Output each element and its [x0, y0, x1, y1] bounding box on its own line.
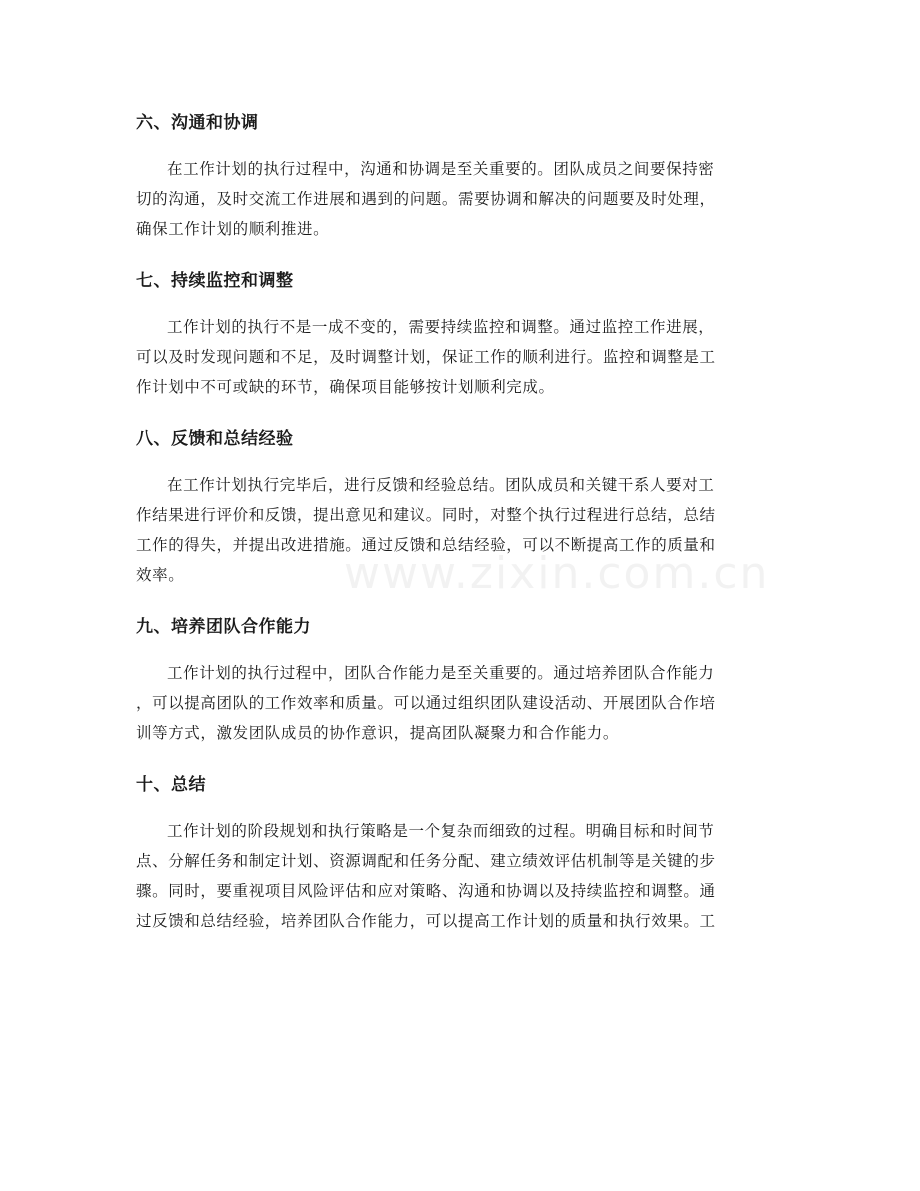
- paragraph-line: 作计划中不可或缺的环节，确保项目能够按计划顺利完成。: [136, 378, 555, 396]
- section-paragraph: [136, 154, 788, 244]
- section-heading: 六、沟通和协调: [136, 113, 259, 133]
- section-feedback: [136, 422, 788, 590]
- watermark: www.zixin.com.cn: [344, 548, 770, 599]
- section-communication: [136, 106, 788, 244]
- section-monitoring: [136, 264, 788, 402]
- section-paragraph: [136, 470, 788, 590]
- section-paragraph: [136, 658, 788, 748]
- section-heading: 七、持续监控和调整: [136, 271, 294, 291]
- paragraph-line: 点、分解任务和制定计划、资源调配和任务分配、建立绩效评估机制等是关键的步: [136, 852, 716, 870]
- paragraph-line: 切的沟通，及时交流工作进展和遇到的问题。需要协调和解决的问题要及时处理，: [136, 190, 716, 208]
- paragraph-line: 骤。同时，要重视项目风险评估和应对策略、沟通和协调以及持续监控和调整。通: [136, 882, 716, 900]
- section-summary: [136, 768, 788, 936]
- section-teamwork: [136, 610, 788, 748]
- paragraph-line: ，可以提高团队的工作效率和质量。可以通过组织团队建设活动、开展团队合作培: [136, 694, 716, 712]
- paragraph-line: 工作计划的执行不是一成不变的，需要持续监控和调整。通过监控工作进展，: [167, 318, 715, 336]
- paragraph-line: 过反馈和总结经验，培养团队合作能力，可以提高工作计划的质量和执行效果。工: [136, 912, 716, 930]
- paragraph-line: 在工作计划执行完毕后，进行反馈和经验总结。团队成员和关键干系人要对工: [167, 476, 715, 494]
- section-heading: 十、总结: [136, 775, 206, 795]
- section-paragraph: [136, 816, 788, 936]
- section-paragraph: [136, 312, 788, 402]
- paragraph-line: 确保工作计划的顺利推进。: [136, 220, 330, 238]
- paragraph-line: 训等方式，激发团队成员的协作意识，提高团队凝聚力和合作能力。: [136, 724, 620, 742]
- paragraph-line: 效率。: [136, 566, 185, 584]
- section-heading: 九、培养团队合作能力: [136, 617, 311, 637]
- paragraph-line: 工作的得失，并提出改进措施。通过反馈和总结经验，可以不断提高工作的质量和: [136, 536, 716, 554]
- paragraph-line: 工作计划的执行过程中，团队合作能力是至关重要的。通过培养团队合作能力: [167, 664, 715, 682]
- paragraph-line: 作结果进行评价和反馈，提出意见和建议。同时，对整个执行过程进行总结，总结: [136, 506, 716, 524]
- paragraph-line: 可以及时发现问题和不足，及时调整计划，保证工作的顺利进行。监控和调整是工: [136, 348, 716, 366]
- document-body: [136, 106, 788, 956]
- paragraph-line: 在工作计划的执行过程中，沟通和协调是至关重要的。团队成员之间要保持密: [167, 160, 715, 178]
- section-heading: 八、反馈和总结经验: [136, 429, 294, 449]
- paragraph-line: 工作计划的阶段规划和执行策略是一个复杂而细致的过程。明确目标和时间节: [167, 822, 715, 840]
